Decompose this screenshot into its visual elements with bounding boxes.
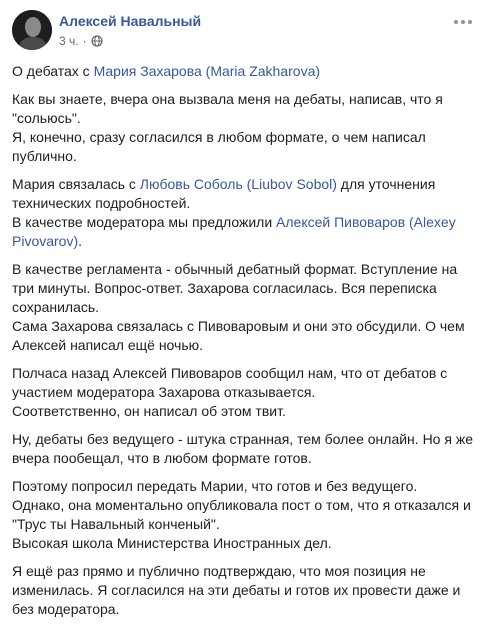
author-name[interactable]: Алексей Навальный bbox=[59, 13, 202, 29]
post-body bbox=[12, 62, 482, 628]
post-text: . bbox=[78, 233, 83, 249]
post-paragraph bbox=[12, 260, 482, 355]
post-paragraph bbox=[12, 430, 482, 468]
post-text: Полчаса назад Алексей Пивоваров сообщил нам, что от дебатов с участием модератора Захарова отказывается. bbox=[12, 365, 448, 400]
post-header bbox=[12, 10, 481, 54]
post-paragraph bbox=[12, 562, 482, 619]
profile-mention-link[interactable]: Алексей Пивоваров (Alexey Pivovarov) bbox=[12, 214, 456, 249]
post-text: Однако, она моментально опубликовала пост о том, что я отказался и "Трус ты Навальный конченый". bbox=[12, 497, 471, 532]
post-time[interactable]: 3 ч. bbox=[59, 34, 79, 48]
post-text: Я, конечно, сразу согласился в любом формате, о чем написал публично. bbox=[12, 129, 426, 164]
profile-mention-link[interactable]: Любовь Соболь (Liubov Sobol) bbox=[139, 176, 337, 192]
post-text: Высокая школа Министерства Иностранных дел. bbox=[12, 535, 332, 551]
post-text: Мария связалась с bbox=[12, 176, 140, 192]
post-text: Соответственно, он написал об этом твит. bbox=[12, 403, 286, 419]
post-text: Как вы знаете, вчера она вызвала меня на дебаты, написав, что я "сольюсь". bbox=[12, 91, 443, 126]
post-text: В качестве регламента - обычный дебатный формат. Вступление на три минуты. Вопрос-ответ. Захарова согласилась. Вся переписка сохранилась. bbox=[12, 261, 458, 315]
post-text: Поэтому попросил передать Марии, что готов и без ведущего. bbox=[12, 478, 418, 494]
post-text: для уточнения технических подробностей. bbox=[12, 176, 436, 211]
profile-mention-link[interactable]: Мария Захарова (Maria Zakharova) bbox=[93, 63, 321, 79]
post-paragraph bbox=[12, 364, 482, 421]
post-paragraph bbox=[12, 90, 482, 166]
more-options-icon[interactable] bbox=[451, 12, 475, 32]
post-meta: 3 ч. · bbox=[59, 34, 103, 48]
post-text: О дебатах с bbox=[12, 63, 94, 79]
post-text: В качестве модератора мы предложили bbox=[12, 214, 277, 230]
post-paragraph bbox=[12, 175, 482, 251]
post-text: Я ещё раз прямо и публично подтверждаю, что моя позиция не изменилась. Я согласился на эти дебаты и готов их провести даже и без модератора. bbox=[12, 563, 461, 617]
post-paragraph bbox=[12, 477, 482, 553]
avatar[interactable] bbox=[12, 10, 52, 50]
post-paragraph bbox=[12, 62, 482, 81]
post-text: Сама Захарова связалась с Пивоваровым и они это обсудили. О чем Алексей написал ещё ночью. bbox=[12, 318, 465, 353]
globe-icon[interactable] bbox=[91, 35, 103, 47]
post-text: Ну, дебаты без ведущего - штука странная, тем более онлайн. Но я же вчера пообещал, что в любом формате готов. bbox=[12, 431, 473, 466]
